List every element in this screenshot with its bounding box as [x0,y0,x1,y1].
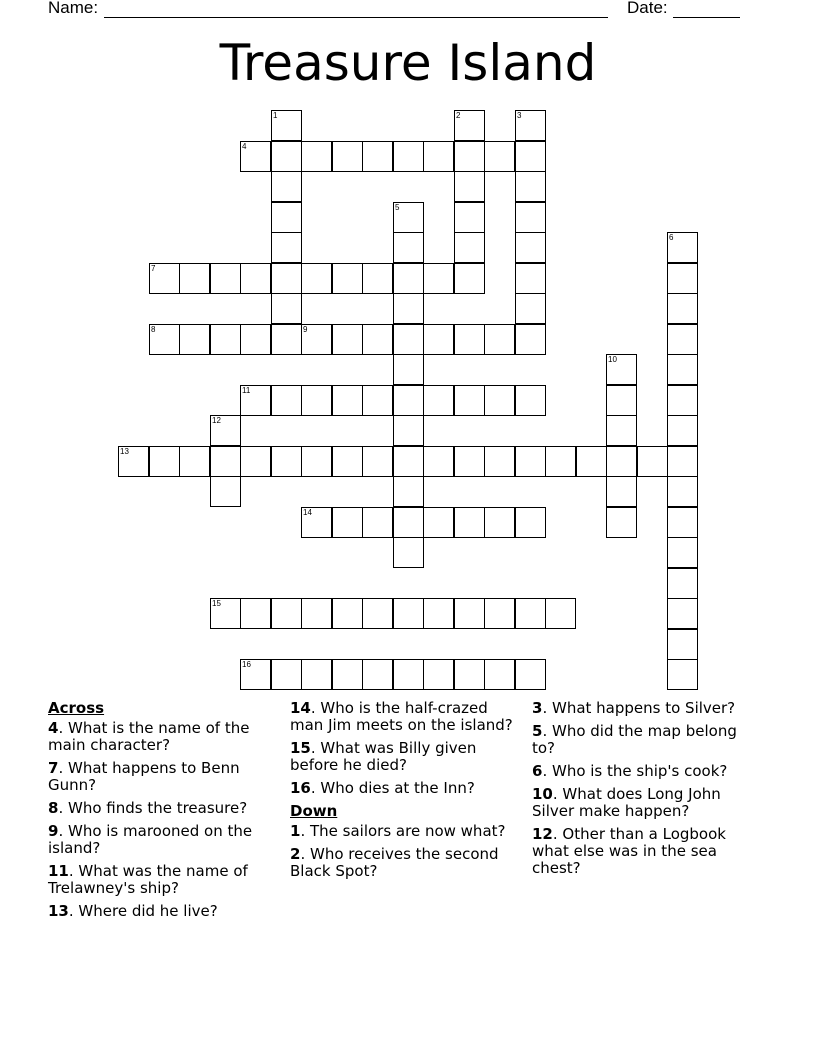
grid-cell[interactable] [515,293,546,324]
grid-cell[interactable] [606,354,637,385]
cell-number: 4 [242,142,247,151]
grid-cell[interactable] [423,446,454,477]
grid-cell[interactable] [393,598,424,629]
cell-number: 8 [151,325,156,334]
grid-cell[interactable] [332,385,363,416]
grid-cell[interactable] [515,232,546,263]
grid-cell[interactable] [240,141,271,172]
clue-across-13: 13. Where did he live? [48,902,218,920]
grid-cell[interactable] [332,141,363,172]
grid-cell[interactable] [271,598,302,629]
grid-cell[interactable] [423,598,454,629]
clue-down-6: 6. Who is the ship's cook? [532,762,728,780]
grid-cell[interactable] [667,659,698,690]
grid-cell[interactable] [271,446,302,477]
grid-cell[interactable] [667,415,698,446]
grid-cell[interactable] [271,171,302,202]
grid-cell[interactable] [301,507,332,538]
cell-number: 15 [212,599,221,608]
grid-cell[interactable] [240,446,271,477]
grid-cell[interactable] [423,385,454,416]
grid-cell[interactable] [362,141,393,172]
grid-cell[interactable] [515,385,546,416]
grid-cell[interactable] [454,263,485,294]
grid-cell[interactable] [576,446,607,477]
clue-across-15: 15. What was Billy given before he died? [290,739,477,774]
cell-number: 5 [395,203,400,212]
page-title: Treasure Island [219,34,597,92]
cell-number: 10 [608,355,617,364]
grid-cell[interactable] [545,598,576,629]
grid-cell[interactable] [515,446,546,477]
date-label: Date: [627,0,668,17]
grid-cell[interactable] [423,263,454,294]
grid-cell[interactable] [423,141,454,172]
grid-cell[interactable] [484,507,515,538]
grid-cell[interactable] [271,385,302,416]
grid-cell[interactable] [667,232,698,263]
cell-number: 16 [242,660,251,669]
grid-cell[interactable] [332,598,363,629]
clue-across-9: 9. Who is marooned on the island? [48,822,253,857]
grid-cell[interactable] [515,598,546,629]
grid-cell[interactable] [667,324,698,355]
grid-cell[interactable] [301,385,332,416]
grid-cell[interactable] [606,415,637,446]
cell-number: 6 [669,233,674,242]
grid-cell[interactable] [393,141,424,172]
name-label: Name: [48,0,99,17]
grid-cell[interactable] [667,537,698,568]
clue-down-10: 10. What does Long John Silver make happen? [532,785,721,820]
grid-cell[interactable] [393,232,424,263]
grid-cell[interactable] [240,659,271,690]
grid-cell[interactable] [301,263,332,294]
grid-cell[interactable] [606,476,637,507]
grid-cell[interactable] [118,446,149,477]
grid-cell[interactable] [210,476,241,507]
grid-cell[interactable] [332,263,363,294]
clue-across-11: 11. What was the name of Trelawney's ship? [48,862,248,897]
grid-cell[interactable] [454,324,485,355]
clue-across-16: 16. Who dies at the Inn? [290,779,475,797]
grid-cell[interactable] [515,263,546,294]
grid-cell[interactable] [301,324,332,355]
grid-cell[interactable] [301,598,332,629]
grid-cell[interactable] [667,507,698,538]
grid-cell[interactable] [515,507,546,538]
clue-down-12: 12. Other than a Logbook what else was in the sea chest? [532,825,726,877]
grid-cell[interactable] [667,568,698,599]
grid-cell[interactable] [149,324,180,355]
grid-cell[interactable] [393,415,424,446]
clue-down-5: 5. Who did the map belong to? [532,722,737,757]
cell-number: 9 [303,325,308,334]
grid-cell[interactable] [210,263,241,294]
grid-cell[interactable] [515,110,546,141]
grid-cell[interactable] [332,446,363,477]
cell-number: 2 [456,111,461,120]
grid-cell[interactable] [362,598,393,629]
cell-number: 12 [212,416,221,425]
grid-cell[interactable] [332,659,363,690]
grid-cell[interactable] [362,263,393,294]
cell-number: 1 [273,111,278,120]
grid-cell[interactable] [667,354,698,385]
grid-cell[interactable] [332,507,363,538]
grid-cell[interactable] [240,598,271,629]
grid-cell[interactable] [515,171,546,202]
grid-cell[interactable] [393,293,424,324]
grid-cell[interactable] [484,385,515,416]
clue-across-4: 4. What is the name of the main character? [48,719,250,754]
grid-cell[interactable] [484,598,515,629]
clue-across-14: 14. Who is the half-crazed man Jim meets on the island? [290,699,513,734]
grid-cell[interactable] [210,324,241,355]
grid-cell[interactable] [667,263,698,294]
grid-cell[interactable] [301,659,332,690]
grid-cell[interactable] [393,324,424,355]
grid-cell[interactable] [606,385,637,416]
clue-down-2: 2. Who receives the second Black Spot? [290,845,499,880]
grid-cell[interactable] [454,202,485,233]
grid-cell[interactable] [240,385,271,416]
grid-cell[interactable] [301,141,332,172]
grid-cell[interactable] [454,141,485,172]
grid-cell[interactable] [667,476,698,507]
grid-cell[interactable] [484,659,515,690]
clue-across-7: 7. What happens to Benn Gunn? [48,759,240,794]
grid-cell[interactable] [454,110,485,141]
down-heading: Down [290,802,338,820]
clue-column-1 [48,700,276,926]
cell-number: 11 [242,386,251,395]
grid-cell[interactable] [271,293,302,324]
grid-cell[interactable] [362,324,393,355]
grid-cell[interactable] [271,263,302,294]
clue-column-3 [532,700,757,883]
grid-cell[interactable] [667,446,698,477]
clue-across-8: 8. Who finds the treasure? [48,799,248,817]
across-heading: Across [48,699,105,717]
grid-cell[interactable] [393,659,424,690]
grid-cell[interactable] [393,202,424,233]
grid-cell[interactable] [667,293,698,324]
grid-cell[interactable] [271,110,302,141]
grid-cell[interactable] [637,446,668,477]
grid-cell[interactable] [667,598,698,629]
grid-cell[interactable] [393,537,424,568]
grid-cell[interactable] [393,507,424,538]
cell-number: 7 [151,264,156,273]
grid-cell[interactable] [393,354,424,385]
grid-cell[interactable] [210,446,241,477]
grid-cell[interactable] [271,202,302,233]
grid-cell[interactable] [454,446,485,477]
grid-cell[interactable] [149,263,180,294]
grid-cell[interactable] [271,659,302,690]
grid-cell[interactable] [454,598,485,629]
grid-cell[interactable] [454,385,485,416]
grid-cell[interactable] [454,232,485,263]
grid-cell[interactable] [332,324,363,355]
grid-cell[interactable] [423,659,454,690]
grid-cell[interactable] [515,324,546,355]
grid-cell[interactable] [484,446,515,477]
cell-number: 14 [303,508,312,517]
grid-cell[interactable] [423,324,454,355]
grid-cell[interactable] [515,141,546,172]
grid-cell[interactable] [667,629,698,660]
grid-cell[interactable] [515,202,546,233]
grid-cell[interactable] [423,507,454,538]
grid-cell[interactable] [362,385,393,416]
grid-cell[interactable] [484,141,515,172]
grid-cell[interactable] [393,385,424,416]
cell-number: 13 [120,447,129,456]
grid-cell[interactable] [179,324,210,355]
cell-number: 3 [517,111,522,120]
grid-cell[interactable] [606,446,637,477]
grid-cell[interactable] [240,263,271,294]
grid-cell[interactable] [179,446,210,477]
grid-cell[interactable] [271,324,302,355]
grid-cell[interactable] [362,446,393,477]
grid-cell[interactable] [393,263,424,294]
grid-cell[interactable] [393,476,424,507]
grid-cell[interactable] [301,446,332,477]
clue-down-1: 1. The sailors are now what? [290,822,506,840]
grid-cell[interactable] [515,659,546,690]
grid-cell[interactable] [149,446,180,477]
grid-cell[interactable] [362,507,393,538]
grid-cell[interactable] [454,507,485,538]
grid-cell[interactable] [271,232,302,263]
grid-cell[interactable] [179,263,210,294]
clue-column-2 [290,700,520,886]
clue-down-3: 3. What happens to Silver? [532,699,736,717]
grid-cell[interactable] [454,659,485,690]
grid-cell[interactable] [210,598,241,629]
grid-cell[interactable] [210,415,241,446]
grid-cell[interactable] [667,385,698,416]
grid-cell[interactable] [271,141,302,172]
grid-cell[interactable] [454,171,485,202]
grid-cell[interactable] [545,446,576,477]
grid-cell[interactable] [240,324,271,355]
grid-cell[interactable] [393,446,424,477]
grid-cell[interactable] [362,659,393,690]
grid-cell[interactable] [484,324,515,355]
grid-cell[interactable] [606,507,637,538]
